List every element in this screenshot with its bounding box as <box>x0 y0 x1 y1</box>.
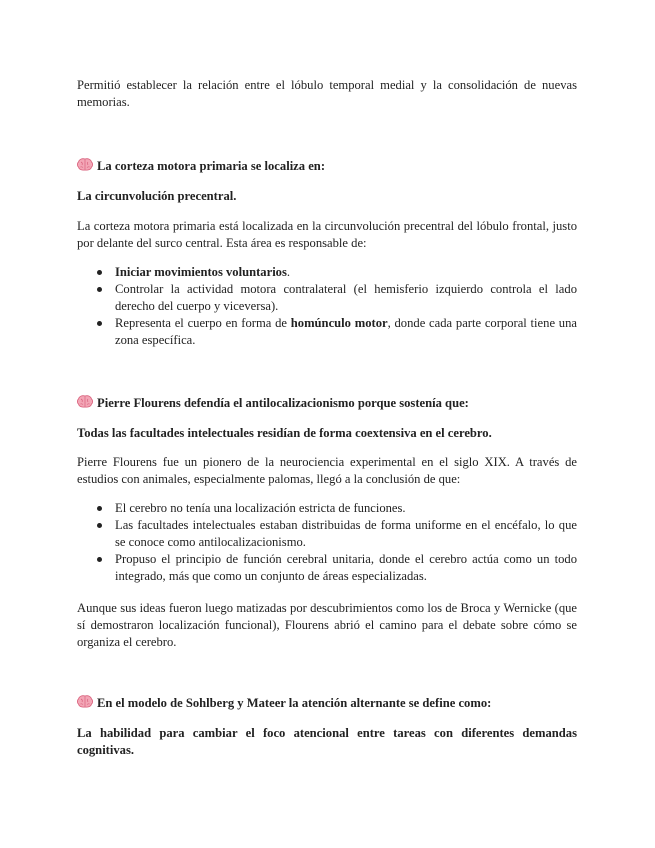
list-item: El cerebro no tenía una localización estricta de funciones. <box>77 500 577 517</box>
answer-3: La habilidad para cambiar el foco atencional entre tareas con diferentes demandas cognitivas. <box>77 726 577 757</box>
question-heading-2 <box>77 395 577 412</box>
bullet-list-2 <box>77 500 577 585</box>
brain-icon <box>77 158 93 171</box>
explanation-paragraph-1: La corteza motora primaria está localizada en la circunvolución precentral del lóbulo frontal, justo por delante del surco central. Esta área es responsable de: <box>77 219 577 250</box>
bullet-dot <box>97 287 102 292</box>
answer-2: Todas las facultades intelectuales residían de forma coextensiva en el cerebro. <box>77 426 492 440</box>
answer-1: La circunvolución precentral. <box>77 189 237 203</box>
question-heading-1 <box>77 158 577 175</box>
list-item: Controlar la actividad motora contralateral (el hemisferio izquierdo controla el lado derecho del cuerpo y viceversa). <box>77 281 577 315</box>
bullet-dot <box>97 506 102 511</box>
question-heading-3 <box>77 695 577 712</box>
brain-icon <box>77 395 93 408</box>
bullet-dot <box>97 321 102 326</box>
list-item: Iniciar movimientos voluntarios. <box>77 264 577 281</box>
list-item: Las facultades intelectuales estaban distribuidas de forma uniforme en el encéfalo, lo que se conoce como antilocalizacionismo. <box>77 517 577 551</box>
bullet-dot <box>97 270 102 275</box>
list-item: Propuso el principio de función cerebral unitaria, donde el cerebro actúa como un todo integrado, más que como un conjunto de áreas especializadas. <box>77 551 577 585</box>
bullet-list-1 <box>77 264 577 349</box>
bullet-dot <box>97 523 102 528</box>
brain-icon <box>77 695 93 708</box>
explanation-paragraph-2: Pierre Flourens fue un pionero de la neurociencia experimental en el siglo XIX. A través de estudios con animales, especialmente palomas, llegó a la conclusión de que: <box>77 455 577 486</box>
intro-paragraph: Permitió establecer la relación entre el lóbulo temporal medial y la consolidación de nuevas memorias. <box>77 78 577 109</box>
closing-paragraph: Aunque sus ideas fueron luego matizadas por descubrimientos como los de Broca y Wernicke (que sí demostraron localización funcional), Flourens abrió el camino para el debate sobre cómo se organiza el cerebro. <box>77 601 577 649</box>
question-text-3: En el modelo de Sohlberg y Mateer la atención alternante se define como: <box>97 696 492 710</box>
bullet-dot <box>97 557 102 562</box>
question-text-2: Pierre Flourens defendía el antilocalizacionismo porque sostenía que: <box>97 396 469 410</box>
list-item: Representa el cuerpo en forma de homúnculo motor, donde cada parte corporal tiene una zona específica. <box>77 315 577 349</box>
question-text-1: La corteza motora primaria se localiza en: <box>97 159 326 173</box>
